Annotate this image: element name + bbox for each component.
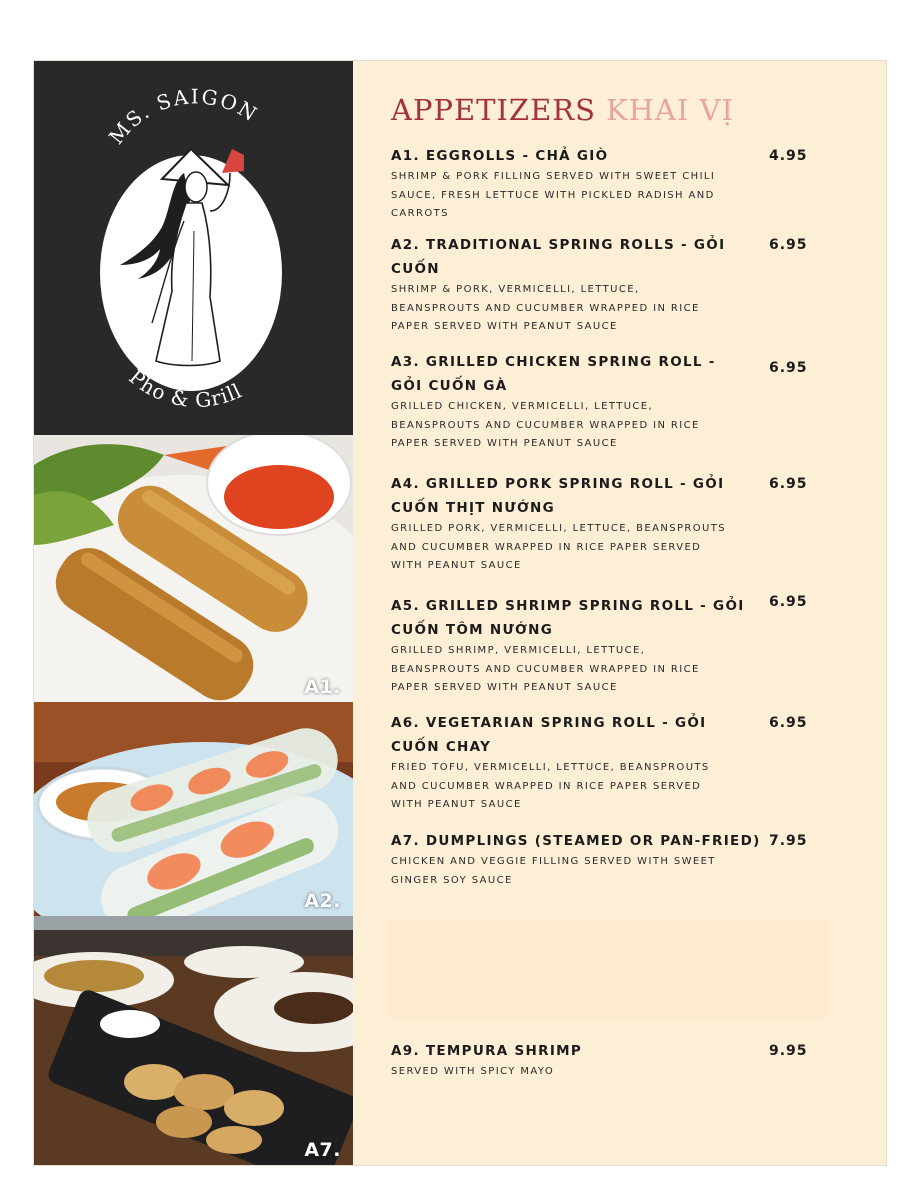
menu-column [353,61,886,1165]
menu-item-a5 [391,594,871,698]
menu-item-a3 [391,350,871,454]
item-name: A9. TEMPURA SHRIMP [391,1043,583,1059]
photo-label-a1: A1. [304,676,341,698]
logo-graphic [34,61,353,435]
item-description: SHRIMP & PORK, VERMICELLI, LETTUCE, BEANSPROUTS AND CUCUMBER WRAPPED IN RICE PAPER SERVED WITH PEANUT SAUCE [391,284,700,332]
item-price: 7.95 [769,833,808,849]
item-name: A7. DUMPLINGS (STEAMED OR PAN-FRIED) [391,833,761,849]
left-column [34,61,353,1165]
menu-item-a1 [391,144,871,224]
menu-item-a6 [391,711,871,815]
item-description: FRIED TOFU, VERMICELLI, LETTUCE, BEANSPROUTS AND CUCUMBER WRAPPED IN RICE PAPER SERVED WITH PEANUT SAUCE [391,762,710,810]
item-description: GRILLED SHRIMP, VERMICELLI, LETTUCE, BEANSPROUTS AND CUCUMBER WRAPPED IN RICE PAPER SERVED WITH PEANUT SAUCE [391,645,700,693]
photo-label-a2: A2. [304,890,341,912]
blank-panel [387,919,827,1019]
item-price: 6.95 [769,237,808,253]
heading-english: APPETIZERS [391,93,596,127]
logo-panel [34,61,353,435]
item-description: SERVED WITH SPICY MAYO [391,1066,555,1077]
menu-item-a9 [391,1039,871,1082]
menu-item-a7 [391,829,871,890]
section-heading [391,93,734,127]
photo-spring-rolls [34,702,353,916]
item-price: 6.95 [769,476,808,492]
item-description: GRILLED PORK, VERMICELLI, LETTUCE, BEANSPROUTS AND CUCUMBER WRAPPED IN RICE PAPER SERVED WITH PEANUT SAUCE [391,523,726,571]
photo-dumplings [34,916,353,1165]
item-price: 6.95 [769,594,808,610]
item-description: GRILLED CHICKEN, VERMICELLI, LETTUCE, BEANSPROUTS AND CUCUMBER WRAPPED IN RICE PAPER SERVED WITH PEANUT SAUCE [391,401,700,449]
heading-vietnamese: KHAI VỊ [605,93,734,127]
item-description: CHICKEN AND VEGGIE FILLING SERVED WITH SWEET GINGER SOY SAUCE [391,856,716,886]
photo-eggrolls [34,435,353,702]
item-price: 6.95 [769,715,808,731]
item-name: A1. EGGROLLS - CHẢ GIÒ [391,148,609,164]
item-price: 6.95 [769,360,808,376]
menu-item-a4 [391,472,871,576]
logo-top-text: MS. SAIGON [103,84,263,149]
item-name: A4. GRILLED PORK SPRING ROLL - GỎI CUỐN THỊT NƯỚNG [391,476,725,516]
photo-label-a7: A7. [304,1139,341,1161]
item-name: A2. TRADITIONAL SPRING ROLLS - GỎI CUỐN [391,237,726,277]
item-description: SHRIMP & PORK FILLING SERVED WITH SWEET CHILI SAUCE, FRESH LETTUCE WITH PICKLED RADISH AND CARROTS [391,171,716,219]
item-name: A6. VEGETARIAN SPRING ROLL - GỎI CUỐN CHAY [391,715,707,755]
menu-page [33,60,887,1166]
item-price: 9.95 [769,1043,808,1059]
menu-item-a2 [391,233,871,337]
item-price: 4.95 [769,148,808,164]
item-name: A5. GRILLED SHRIMP SPRING ROLL - GỎI CUỐN TÔM NƯỚNG [391,598,745,638]
logo-bottom-text: Pho & Grill [124,364,246,413]
item-name: A3. GRILLED CHICKEN SPRING ROLL - GỎI CUỐN GÀ [391,354,716,394]
